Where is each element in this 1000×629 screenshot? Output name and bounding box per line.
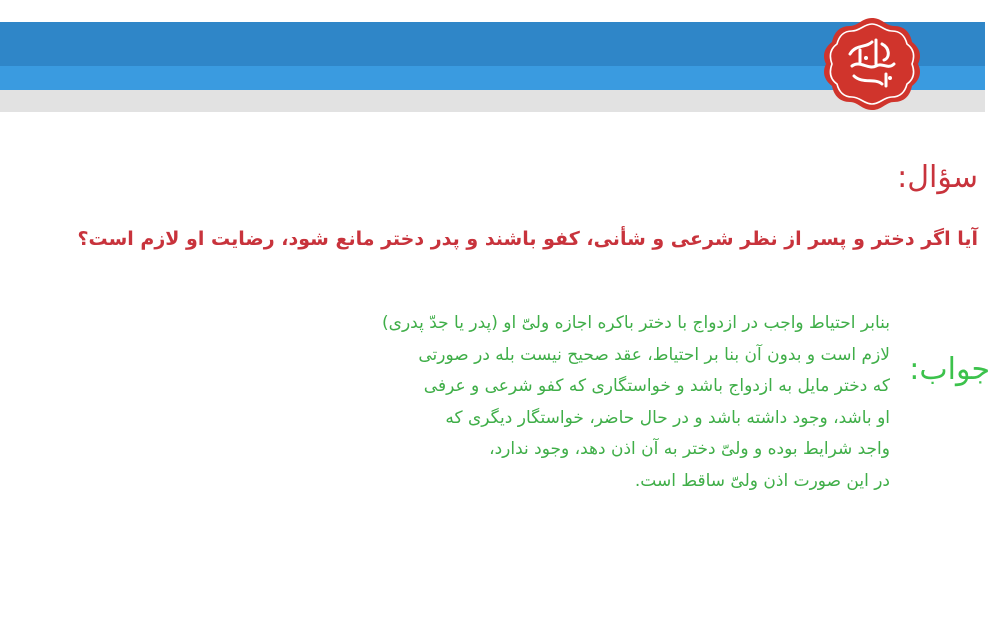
- calligraphy-seal-icon: [820, 14, 924, 114]
- answer-line: که دختر مایل به ازدواج باشد و خواستگاری که کفو شرعی و عرفی: [423, 376, 890, 396]
- answer-line: او باشد، وجود داشته باشد و در حال حاضر، خواستگار دیگری که: [445, 407, 890, 428]
- page-right-margin: [985, 0, 1000, 629]
- question-label: سؤال:: [897, 160, 978, 195]
- answer-label: جواب:: [909, 352, 990, 387]
- answer-line: لازم است و بدون آن بنا بر احتیاط، عقد صحیح نیست بله در صورتی: [418, 344, 890, 365]
- answer-body: [240, 308, 890, 497]
- question-text: آیا اگر دختر و پسر از نظر شرعی و شأنی، کفو باشند و پدر دختر مانع شود، رضایت او لازم است؟: [77, 228, 978, 250]
- answer-line: بنابر احتیاط واجب در ازدواج با دختر باکره اجازه ولیّ او (پدر یا جدّ پدری): [382, 313, 890, 333]
- answer-line: در این صورت اذن ولیّ ساقط است.: [634, 470, 890, 491]
- answer-line: واجد شرایط بوده و ولیّ دختر به آن اذن دهد، وجود ندارد،: [489, 439, 890, 459]
